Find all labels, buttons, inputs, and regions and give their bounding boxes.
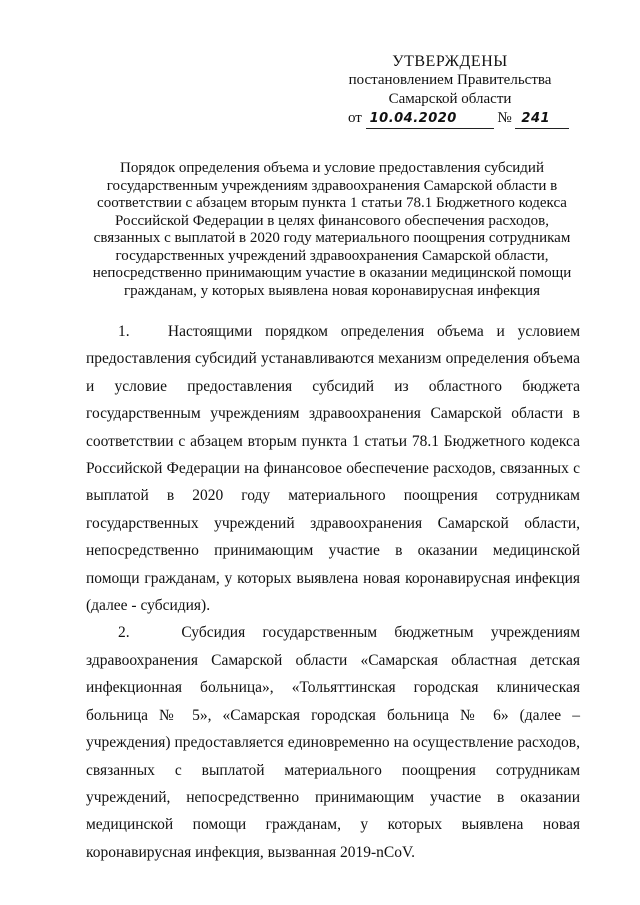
title-line: Порядок определения объема и условие предоставления субсидий <box>120 160 544 176</box>
approval-block <box>340 52 560 129</box>
title-line: Российской Федерации в целях финансового обеспечения расходов, <box>115 212 549 229</box>
title-line: государственных учреждений здравоохранения Самарской области, <box>115 247 549 264</box>
handwritten-number: 241 <box>521 111 551 126</box>
title-line: гражданам, у которых выявлена новая коронавирусная инфекция <box>124 282 540 299</box>
title-line: непосредственно принимающим участие в оказании медицинской помощи <box>92 265 572 281</box>
title-line: связанных с выплатой в 2020 году материального поощрения сотрудникам <box>93 230 571 246</box>
approval-date-line <box>340 109 560 129</box>
approval-number-field <box>515 109 569 129</box>
document-body <box>86 318 580 866</box>
paragraph-2: 2. Субсидия государственным бюджетным учреждениям здравоохранения Самарской области «Самарская областная детская инфекционная больница», «Тольяттинская городская клиническая больница № 5», «Самарская городская больница № 6» (далее – учреждения) предоставляется единовременно на осуществление расходов, связанных с выплатой материального поощрения сотрудникам учреждений, непосредственно принимающим участие в оказании медицинской помощи гражданам, у которых выявлена новая коронавирусная инфекция, вызванная 2019-nCoV. <box>86 624 580 861</box>
document-title <box>84 160 580 300</box>
number-label: № <box>497 110 512 126</box>
handwritten-date: 10.04.2020 <box>369 111 457 126</box>
approval-date-field <box>366 109 494 129</box>
approval-authority: постановлением Правительства <box>348 72 552 88</box>
approval-region: Самарской области <box>388 91 512 107</box>
date-label: от <box>348 110 362 126</box>
title-line: государственным учреждениям здравоохранения Самарской области в <box>106 177 558 194</box>
title-line: соответствии с абзацем вторым пункта 1 статьи 78.1 Бюджетного кодекса <box>97 195 567 211</box>
approval-stamp: УТВЕРЖДЕНЫ <box>392 53 508 70</box>
paragraph-1: 1. Настоящими порядком определения объема и условием предоставления субсидий устанавливаются механизм определения объема и условие предоставления субсидий из областного бюджета государственным учреждениям здравоохранения Самарской области в соответствии с абзацем вторым пункта 1 статьи 78.1 Бюджетного кодекса Российской Федерации на финансовое обеспечение расходов, связанных с выплатой в 2020 году материального поощрения сотрудникам государственных учреждений здравоохранения Самарской области, непосредственно принимающим участие в оказании медицинской помощи гражданам, у которых выявлена новая коронавирусная инфекция (далее - субсидия). <box>86 323 580 615</box>
